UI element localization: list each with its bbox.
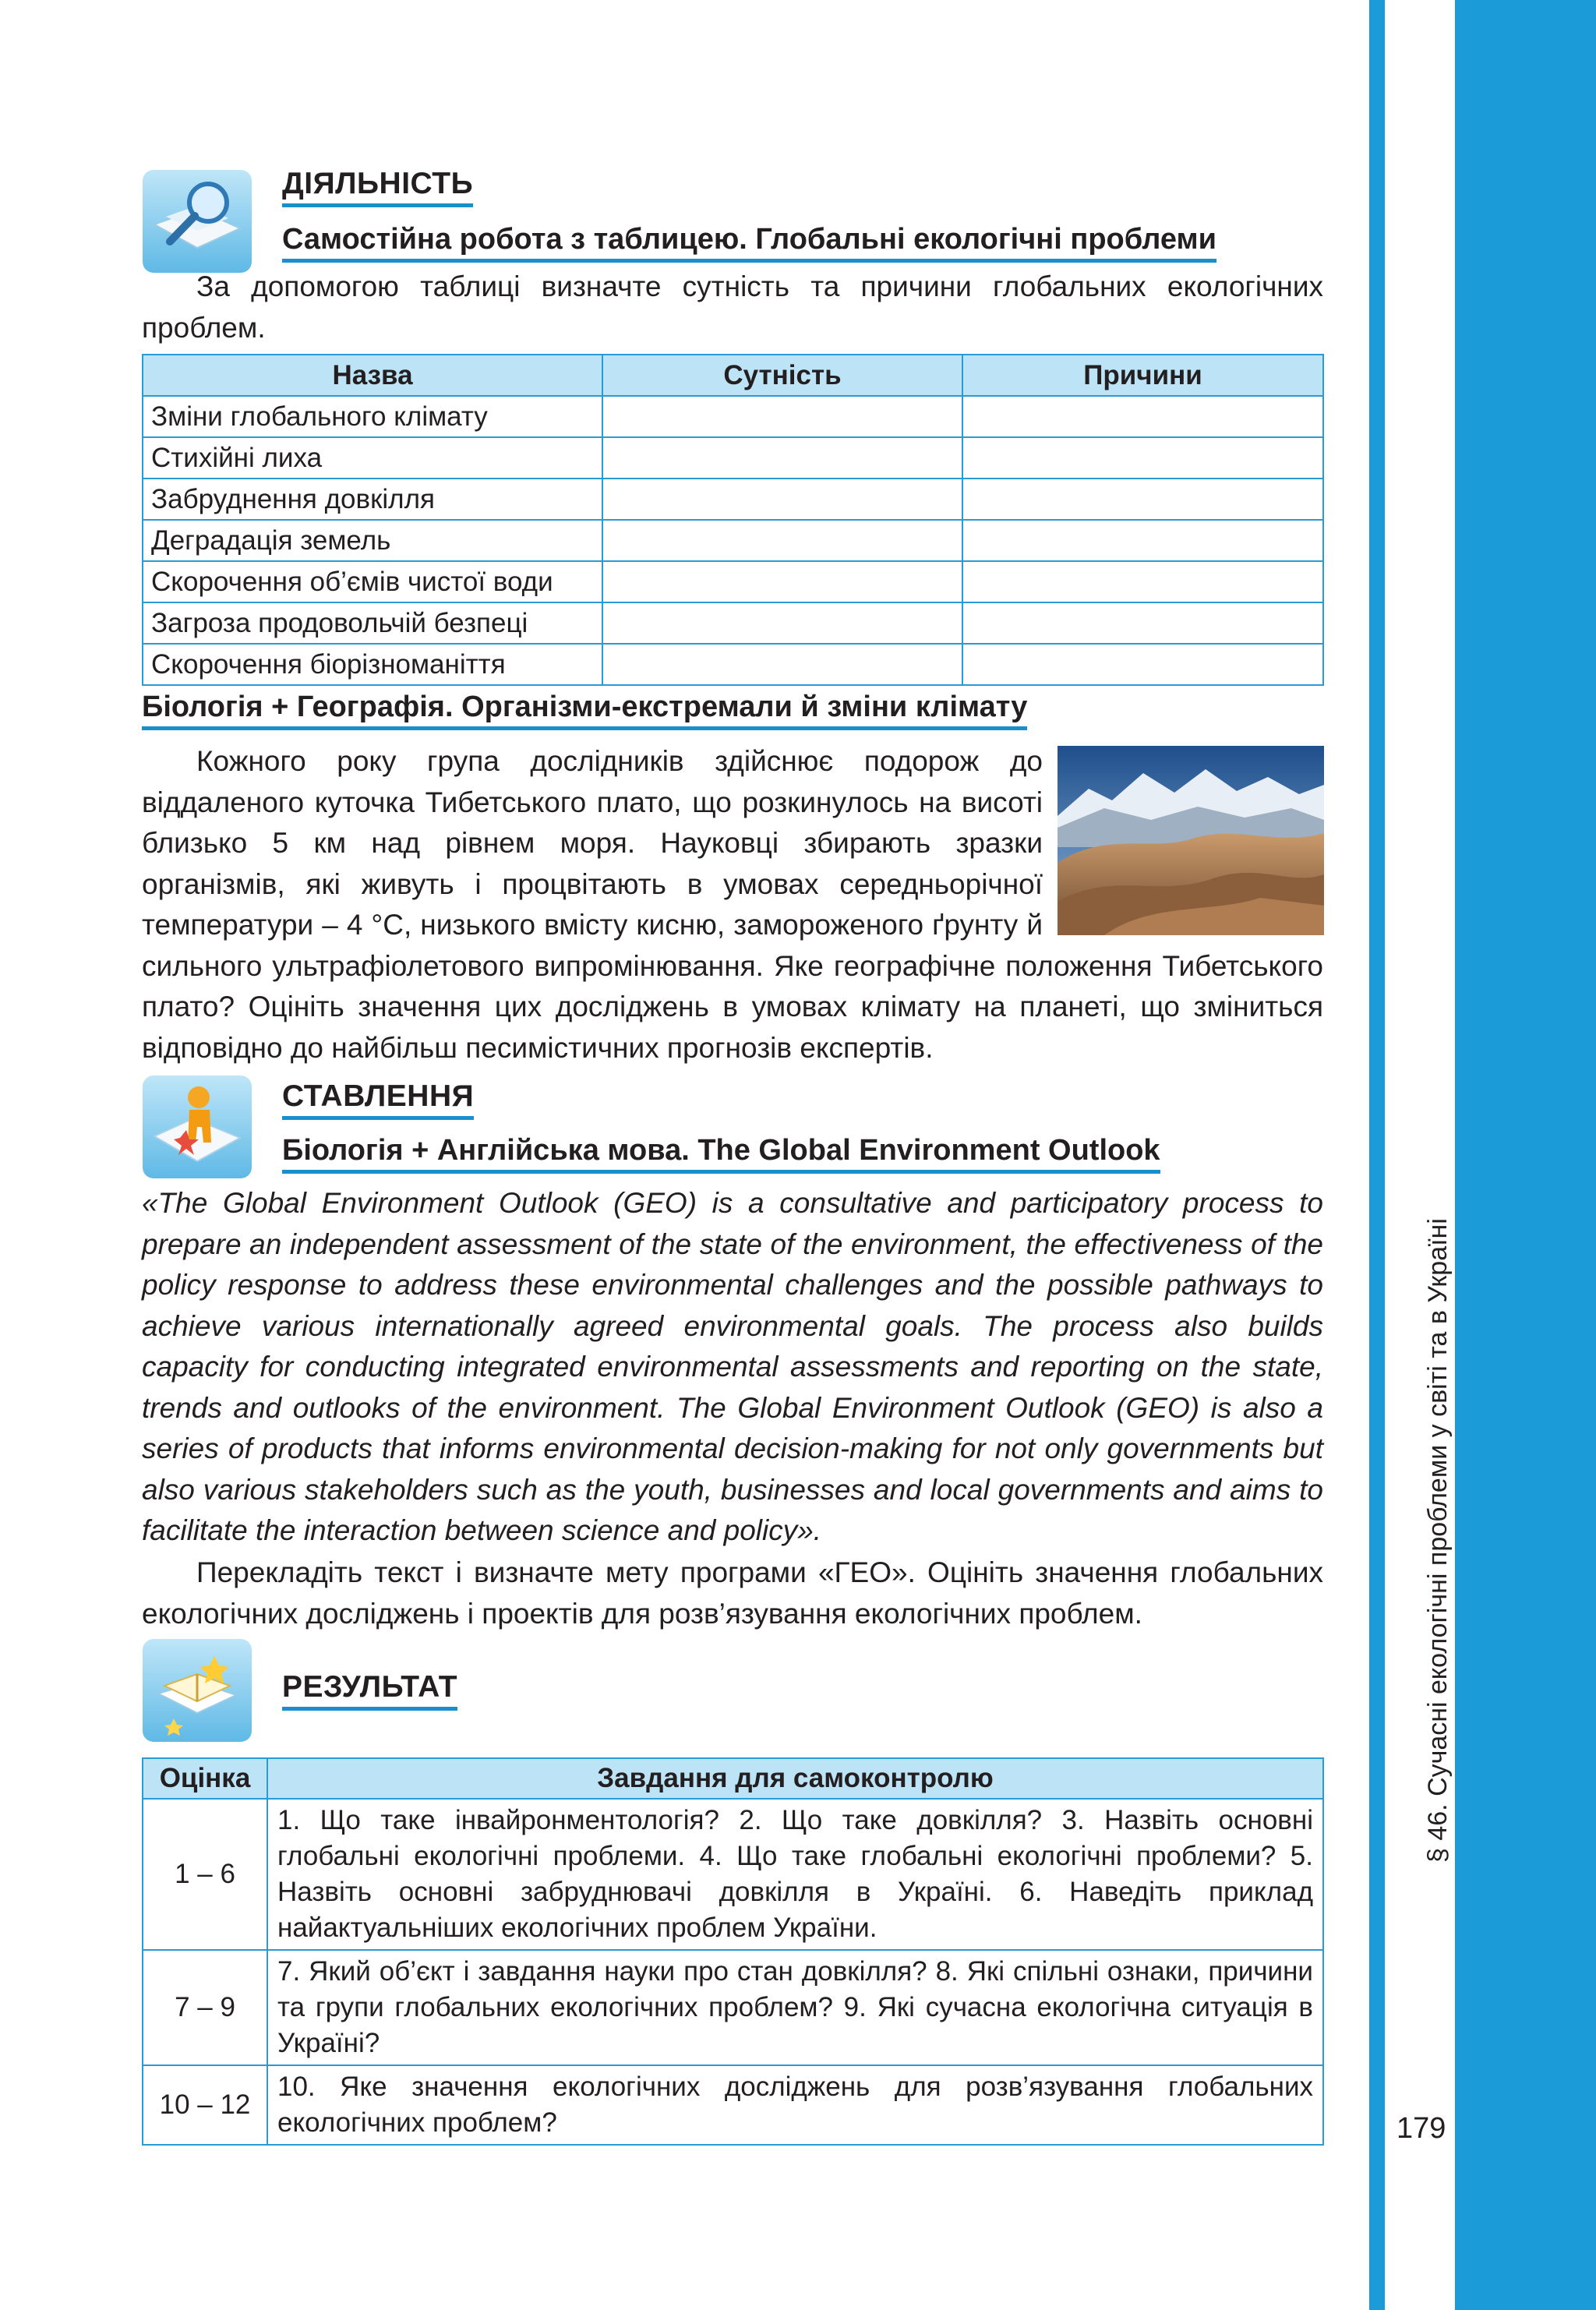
score-cell: 10 – 12 (143, 2065, 267, 2145)
notebook-icon (143, 1639, 252, 1742)
column-header: Назва (143, 355, 602, 396)
activity-intro: За допомогою таблиці визначте сутність та причини глобальних екологічних проблем. (142, 270, 1323, 344)
score-cell: 1 – 6 (143, 1799, 267, 1950)
page-number: 179 (1396, 2112, 1446, 2145)
empty-cell[interactable] (602, 602, 962, 644)
table-cell: Деградація земель (143, 520, 602, 561)
table-cell: Загроза продовольчій безпеці (143, 602, 602, 644)
score-cell: 7 – 9 (143, 1950, 267, 2065)
empty-cell[interactable] (962, 479, 1323, 520)
empty-cell[interactable] (602, 644, 962, 685)
task-cell: 10. Яке значення екологічних досліджень для розв’язування глобальних екологічних проблем? (267, 2065, 1323, 2145)
chapter-caption: § 46. Сучасні екологічні проблеми у світі та в Україні (1423, 1218, 1453, 1863)
magnifier-map-icon (143, 170, 252, 273)
table-cell: Зміни глобального клімату (143, 396, 602, 437)
column-header: Причини (962, 355, 1323, 396)
empty-cell[interactable] (962, 396, 1323, 437)
table-cell: Скорочення об’ємів чистої води (143, 561, 602, 602)
self-control-table (142, 1757, 1324, 2146)
table-row (143, 479, 1323, 520)
table-row (143, 602, 1323, 644)
empty-cell[interactable] (602, 520, 962, 561)
table-row (143, 396, 1323, 437)
empty-cell[interactable] (962, 602, 1323, 644)
table-row (143, 644, 1323, 685)
person-pointer-icon (143, 1076, 252, 1178)
task-cell: 1. Що таке інвайронментологія? 2. Що таке довкілля? 3. Назвіть основні глобальні екологічні проблеми. 4. Що таке глобальні екологічні проблеми? 5. Назвіть основні забруднювачі довкілля в Україні. 6. Наведіть приклад найактуальніших екологічних проблем України. (267, 1799, 1323, 1950)
column-header: Завдання для самоконтролю (267, 1758, 1323, 1799)
table-header-row (143, 355, 1323, 396)
activity-label: ДІЯЛЬНІСТЬ (282, 167, 474, 200)
table-row (143, 437, 1323, 479)
geo-quote: «The Global Environment Outlook (GEO) is a consultative and participatory process to prepare an independent assessment of the state of the environment, the effectiveness of the policy response to address these environmental challenges and the possible pathways to achieve various internationally agreed environmental goals. The process also builds capacity for conducting integrated environmental assessments and reporting on the state, trends and outlooks of the environment. The Global Environment Outlook (GEO) is also a series of products that informs environmental decision-making for not only governments but also various stakeholders such as the youth, businesses and local governments and aims to facilitate the interaction between science and policy». (142, 1187, 1323, 1546)
table-header-row (143, 1758, 1323, 1799)
global-problems-table (142, 354, 1324, 686)
attitude-task: Перекладіть текст і визначте мету програми «ГЕО». Оцініть значення глобальних екологічних досліджень і проектів для розв’язування екологічних проблем. (142, 1556, 1323, 1630)
attitude-subhead: Біологія + Англійська мова. The Global Environment Outlook (282, 1134, 1160, 1167)
table-cell: Стихійні лиха (143, 437, 602, 479)
activity-subhead: Самостійна робота з таблицею. Глобальні екологічні проблеми (282, 223, 1217, 256)
table-cell: Скорочення біорізноманіття (143, 644, 602, 685)
column-header: Оцінка (143, 1758, 267, 1799)
column-header: Сутність (602, 355, 962, 396)
result-label: РЕЗУЛЬТАТ (282, 1670, 458, 1704)
table-row (143, 2065, 1323, 2145)
table-row (143, 1799, 1323, 1950)
empty-cell[interactable] (602, 396, 962, 437)
empty-cell[interactable] (962, 437, 1323, 479)
empty-cell[interactable] (602, 479, 962, 520)
side-strip (1369, 0, 1385, 2310)
task-cell: 7. Який об’єкт і завдання науки про стан довкілля? 8. Які спільні ознаки, причини та групи глобальних екологічних проблем? 9. Які сучасна екологічна ситуація в Україні? (267, 1950, 1323, 2065)
empty-cell[interactable] (602, 437, 962, 479)
empty-cell[interactable] (602, 561, 962, 602)
side-blue-bar (1455, 0, 1596, 2310)
empty-cell[interactable] (962, 520, 1323, 561)
table-row (143, 520, 1323, 561)
table-row (143, 1950, 1323, 2065)
bio-geo-text: Кожного року група дослідників здійснює подорож до віддаленого куточка Тибетського плато, що розкинулось на висоті близько 5 км над рівнем моря. Науковці збирають зразки організмів, які живуть і процвітають в умовах середньорічної температури – 4 °С, низького вмісту кисню, замороженого ґрунту й сильного ультрафіолетового випромінювання. Яке географічне положення Тибетського плато? Оцініть значення цих досліджень в умовах клімату на планеті, що зміниться відповідно до найбільш песимістичних прогнозів експертів. (142, 745, 1323, 1064)
empty-cell[interactable] (962, 644, 1323, 685)
table-row (143, 561, 1323, 602)
empty-cell[interactable] (962, 561, 1323, 602)
bio-geo-subhead: Біологія + Географія. Організми-екстремали й зміни клімату (142, 691, 1028, 723)
table-cell: Забруднення довкілля (143, 479, 602, 520)
attitude-label: СТАВЛЕННЯ (282, 1079, 475, 1113)
